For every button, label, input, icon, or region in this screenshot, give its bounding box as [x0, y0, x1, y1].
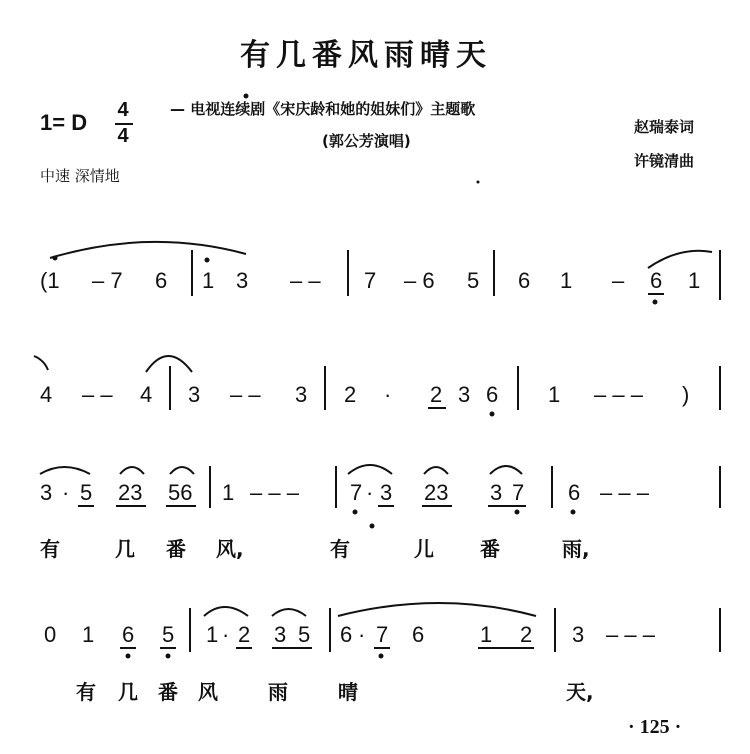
slur — [424, 467, 448, 474]
octave-dot — [653, 300, 658, 305]
note: 1 — [82, 622, 95, 647]
lyric-char: 番 — [480, 537, 500, 561]
tempo-marking: 中速 深情地 — [40, 167, 120, 185]
note: 1 — [560, 268, 573, 293]
lyricist-credit: 赵瑞泰词 — [634, 118, 695, 136]
note: (1 — [40, 268, 60, 293]
note: 7 — [512, 480, 525, 505]
note: 1 — [548, 382, 561, 407]
note: 3 — [40, 480, 53, 505]
note: 4 — [40, 382, 53, 407]
note: 0 — [44, 622, 57, 647]
note: 6 — [412, 622, 425, 647]
page-number: · 125 · — [628, 716, 682, 738]
note: · — [384, 382, 392, 407]
octave-dot — [515, 510, 520, 515]
octave-dot — [571, 510, 576, 515]
note: 6 — [340, 622, 353, 647]
note: 2 — [430, 382, 443, 407]
octave-dot — [244, 94, 249, 99]
slur — [648, 251, 712, 268]
lyric-char: 晴 — [338, 680, 358, 704]
note: 23 — [118, 480, 143, 505]
lyric-char: 儿 — [414, 537, 434, 561]
note: 3 — [274, 622, 287, 647]
note: 1 — [222, 480, 235, 505]
slur — [40, 467, 90, 474]
note: 23 — [424, 480, 449, 505]
note: 1 — [480, 622, 493, 647]
note: 7 — [376, 622, 389, 647]
note: 1 — [206, 622, 219, 647]
note: – – — [82, 382, 113, 407]
octave-dot — [490, 412, 495, 417]
note: 1 — [202, 268, 215, 293]
lyric-char: 天, — [566, 680, 594, 704]
lyric-char: 番 — [166, 537, 186, 561]
note: – – – — [600, 480, 649, 505]
note: 6 — [568, 480, 581, 505]
slur — [204, 607, 248, 616]
note: 3 — [380, 480, 393, 505]
octave-dot — [379, 654, 384, 659]
note: – – – — [606, 622, 655, 647]
octave-dot — [126, 654, 131, 659]
slur — [34, 356, 48, 370]
note: – – — [290, 268, 321, 293]
lyric-char: 雨, — [562, 537, 590, 561]
note: 5 — [80, 480, 93, 505]
lyric-char: 几 — [118, 680, 138, 704]
note: · — [358, 622, 366, 647]
slur — [120, 467, 144, 474]
stray-mark — [370, 524, 375, 529]
slur — [338, 603, 536, 616]
octave-dot — [205, 258, 210, 263]
note: 3 — [295, 382, 308, 407]
note: · — [366, 480, 374, 505]
note: – – – — [594, 382, 643, 407]
stray-mark — [477, 181, 480, 184]
note: 4 — [140, 382, 153, 407]
note: 6 — [518, 268, 531, 293]
lyric-char: 风, — [216, 537, 244, 561]
lyric-char: 番 — [158, 680, 178, 704]
note: 6 — [122, 622, 135, 647]
subtitle: — 电视连续剧《宋庆龄和她的姐妹们》主题歌 — [170, 100, 476, 118]
note: 3 — [572, 622, 585, 647]
composer-credit: 许镜清曲 — [634, 152, 695, 170]
note: 7 — [350, 480, 363, 505]
lyric-char: 有 — [76, 680, 96, 704]
note: 3 — [236, 268, 249, 293]
singer-credit: (郭公芳演唱) — [322, 132, 411, 150]
lyric-char: 有 — [40, 537, 60, 561]
note: 2 — [520, 622, 533, 647]
time-signature-top: 4 — [117, 99, 129, 121]
note: 1 — [688, 268, 701, 293]
slur — [272, 609, 306, 616]
lyric-char: 风 — [198, 680, 218, 704]
slur — [348, 465, 392, 474]
note: – – — [230, 382, 261, 407]
note: 2 — [344, 382, 357, 407]
note: – – – — [250, 480, 299, 505]
note: 5 — [162, 622, 175, 647]
octave-dot — [353, 510, 358, 515]
note: 5 — [467, 268, 480, 293]
octave-dot — [53, 256, 58, 261]
note: · — [222, 622, 230, 647]
note: 6 — [650, 268, 663, 293]
note: ) — [682, 382, 690, 407]
note: – 7 — [92, 268, 123, 293]
lyric-char: 雨 — [268, 680, 288, 704]
note: 3 — [458, 382, 471, 407]
note: 5 — [298, 622, 311, 647]
note: 7 — [364, 268, 377, 293]
note: – — [612, 268, 625, 293]
note: 6 — [155, 268, 168, 293]
note: – 6 — [404, 268, 435, 293]
lyric-char: 几 — [115, 537, 135, 561]
octave-dot — [166, 654, 171, 659]
note: 3 — [490, 480, 503, 505]
note: 56 — [168, 480, 193, 505]
note: · — [62, 480, 70, 505]
key-signature: 1= D — [40, 110, 88, 135]
slur — [50, 242, 246, 258]
lyric-char: 有 — [330, 537, 350, 561]
slur — [170, 467, 194, 474]
note: 2 — [238, 622, 251, 647]
note: 6 — [486, 382, 499, 407]
song-title: 有几番风雨晴天 — [240, 38, 492, 73]
slur — [490, 466, 522, 474]
note: 3 — [188, 382, 201, 407]
time-signature-bottom: 4 — [117, 125, 129, 147]
